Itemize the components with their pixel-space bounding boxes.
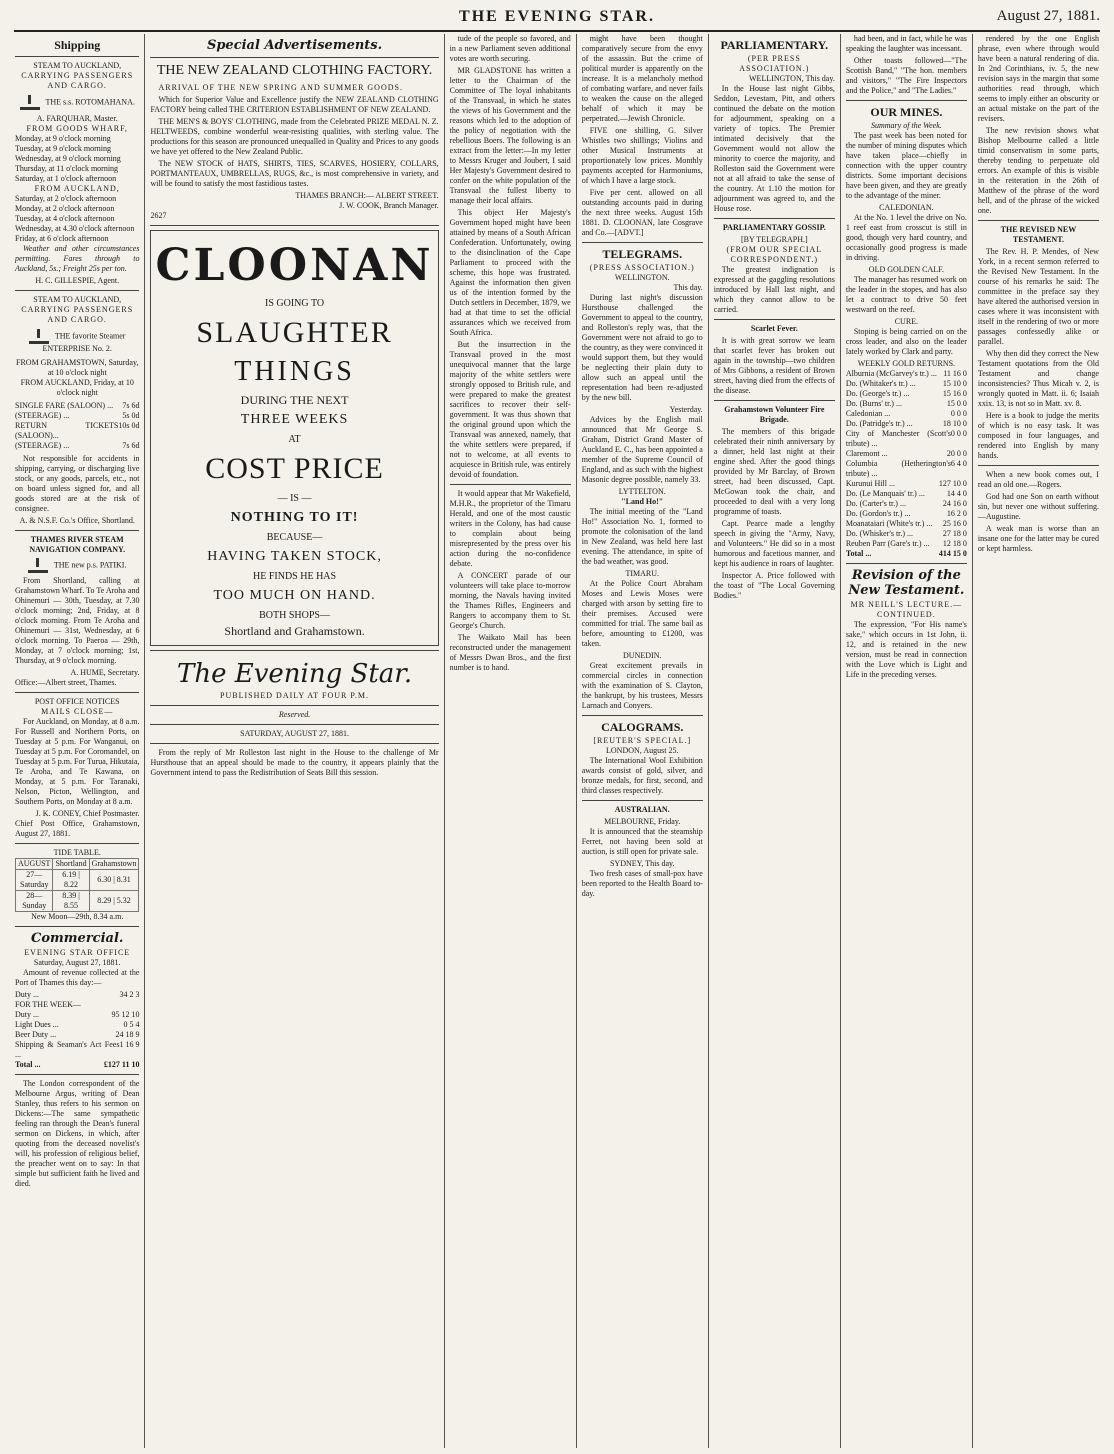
mine-name: OLD GOLDEN CALF. xyxy=(868,265,944,274)
columns xyxy=(10,34,1104,1448)
paper-title: THE EVENING STAR. xyxy=(459,8,655,25)
ad-line: IS GOING TO xyxy=(265,298,325,309)
list-item xyxy=(846,489,967,499)
mine-label: Do. (Burns' tr.) ... xyxy=(845,399,902,408)
divider xyxy=(15,692,139,693)
article-text: rendered by the one English phrase, even where through would have been a natural rendering of dia. In 2nd Corinthians, iv. 5, the new revision says in the margin that some authorities read through, which seems to imply either an obscurity or an actual mistake on the part of the revisers. xyxy=(977,34,1099,123)
divider xyxy=(582,715,703,716)
gold-value: 15 0 0 xyxy=(946,399,967,408)
table-header: AUGUST xyxy=(16,859,53,870)
quote-text: A weak man is worse than an insane one for the latter may be cured or kept harmless. xyxy=(977,524,1099,553)
dateline-place: DUNEDIN. xyxy=(623,651,662,660)
gold-value: 24 16 0 xyxy=(942,499,967,508)
gold-value: 6 4 0 xyxy=(950,459,967,468)
commercial-intro: Amount of revenue collected at the Port of Thames this day:— xyxy=(15,968,140,987)
article-text: Two fresh cases of small-pox have been reported to the Health Board to-day. xyxy=(581,869,703,898)
tide-table xyxy=(15,858,139,912)
quote-text: When a new book comes out, I read an old one.—Rogers. xyxy=(977,470,1099,489)
section-subheading: (PRESS ASSOCIATION.) xyxy=(589,263,695,272)
revenue-value: 24 18 9 xyxy=(115,1030,140,1039)
article-text: The greatest indignation is expressed at the gaggling resolutions introduced by Hall last night, and which they cannot allow to be carried. xyxy=(713,265,835,314)
list-item: Friday, at 6 o'clock afternoon xyxy=(15,234,109,243)
list-item xyxy=(846,519,967,529)
schedule-from: FROM AUCKLAND, xyxy=(34,184,120,193)
article-text: The new revision shows what Bishop Melbourne called a little timid conservatism in some parts, thereby tending to perpetuate old errors. An example of this is visible in the reiteration in the 26th of Matthew of the phrase of the word hell, and of the phrase of the wicked one. xyxy=(977,126,1099,215)
agent-name: A. & N.S.F. Co.'s Office, Shortland. xyxy=(19,516,135,525)
mine-name: CALEDONIAN. xyxy=(879,203,934,212)
ad-title: STEAM TO AUCKLAND, xyxy=(33,295,122,304)
postmaster-name: J. K. CONEY, Chief Postmaster. xyxy=(35,809,140,818)
ad-headline: COST PRICE xyxy=(205,452,384,485)
ad-line: NOTHING TO IT! xyxy=(230,510,359,525)
tide-table-title: TIDE TABLE. xyxy=(53,848,101,857)
column-2 xyxy=(145,34,444,1448)
fare-row xyxy=(15,421,139,441)
article-text: MR GLADSTONE has written a letter to the Chairman of the Committee of The loyal inhabitants of the Transvaal, in which he states the views of his Government and the reasons which led to the adoption of the policy of negotiation with the rebellious Boers. The following is an extract from the letter:—In my letter to Messrs Kruger and Joubert, I said Her Majesty's Government desired to confer on the white population of the Transvaal the fullest liberty to manage their local affairs. xyxy=(449,66,571,205)
divider xyxy=(978,220,1099,221)
article-text: At the No. 1 level the drive on No. 1 reef east from crosscut is still in good, though very hard country, and occasionally good progress is made in driving. xyxy=(845,213,967,262)
section-heading-mines: OUR MINES. xyxy=(870,105,943,119)
office-address: Office:—Albert street, Thames. xyxy=(15,678,117,687)
article-text: The members of this brigade celebrated their ninth anniversary by a dinner, held last night at their engine shed. After the good things provided by Mr Barclay, of Brown street, had been discussed, Capt. McGowan took the chair, and proceeded to deal with a very long programme of toasts. xyxy=(713,427,835,516)
revenue-row xyxy=(15,1040,139,1060)
revenue-list xyxy=(15,990,139,1070)
schedule-text: From Shortland, calling at Grahamstown Wharf. To Te Aroha and Ohinemuri — 30th, Tuesday, at 7.30 o'clock morning; 2nd, Friday, at 8 o'clock morning. From Te Aroha and Ohinemuri — 31st, Wednesday, at 6 o'clock morning. To Paeroa — 29th, Monday, at 7 o'clock morning; 1st, Thursday, at 9 o'clock morning. xyxy=(15,576,140,665)
gold-returns-list xyxy=(846,369,967,559)
gold-value: 414 15 0 xyxy=(938,549,967,558)
section-heading-special: Special Advertisements. xyxy=(206,38,383,53)
fare-label: (STEERAGE) ... xyxy=(15,411,70,420)
revenue-row xyxy=(15,1020,139,1030)
list-item: Tuesday, at 4 o'clock afternoon xyxy=(15,214,115,223)
article-headline: "Land Ho!" xyxy=(621,497,664,506)
mine-label: City of Manchester (Scott's tribute) ... xyxy=(845,429,951,448)
column-1 xyxy=(10,34,145,1448)
section-heading-telegrams: TELEGRAMS. xyxy=(602,247,683,261)
secretary-name: A. HUME, Secretary. xyxy=(70,668,140,677)
post-notice-subtitle: MAILS CLOSE— xyxy=(41,707,114,716)
gold-value: 15 10 0 xyxy=(942,379,967,388)
column-5 xyxy=(709,34,841,1448)
gold-value: 0 0 0 xyxy=(950,409,967,418)
mine-label: Caledonian ... xyxy=(845,409,891,418)
column-3 xyxy=(445,34,577,1448)
list-item xyxy=(846,379,967,389)
divider xyxy=(150,225,438,226)
schedule-from: FROM GRAHAMSTOWN, Saturday, at 10 o'clock night xyxy=(16,358,139,377)
article-text: The Waikato Mail has been reconstructed under the management of Messrs Dwan Bros., and the first number is to hand. xyxy=(449,633,571,672)
gold-returns-title: WEEKLY GOLD RETURNS. xyxy=(857,359,956,368)
fare-row xyxy=(15,441,139,451)
table-header: Grahamstown xyxy=(89,859,139,870)
divider xyxy=(714,319,835,320)
divider xyxy=(846,100,967,101)
revenue-row xyxy=(15,1030,139,1040)
fare-label: SINGLE FARE (SALOON) ... xyxy=(15,401,114,410)
agent-name: H. C. GILLESPIE, Agent. xyxy=(35,276,120,285)
ad-text: THE MEN'S & BOYS' CLOTHING, made from the Celebrated PRIZE MEDAL N. Z. HELTWEEDS, combine wonderful wear-resisting qualities, with sterling value. The productions for this season are pronounced unequalled in Quality and Prices to any goods we have yet offered to the New Zealand Public. xyxy=(150,117,439,156)
mine-label: Do. (Gordon's tr.) ... xyxy=(845,509,911,518)
branch-manager: J. W. COOK, Branch Manager. xyxy=(339,201,439,210)
branch-address: THAMES BRANCH:— ALBERT STREET. xyxy=(295,191,439,200)
column-6 xyxy=(841,34,973,1448)
list-item: Thursday, at 11 o'clock morning xyxy=(15,164,119,173)
dateline-place: LONDON, August 25. xyxy=(606,746,679,755)
article-text: Great excitement prevails in commercial circles in connection with the examination of S. Clayton, the bankrupt, by his trustees, Messrs Larnach and Conyers. xyxy=(581,661,703,710)
steamship-icon xyxy=(29,329,49,344)
list-item xyxy=(846,459,967,479)
list-item xyxy=(846,539,967,549)
reserved-notice: Reserved. xyxy=(278,710,311,719)
divider xyxy=(150,57,438,58)
fare-list xyxy=(15,401,139,451)
ad-subtitle: CARRYING PASSENGERS AND CARGO. xyxy=(21,71,134,90)
divider xyxy=(150,743,438,744)
article-text: The past week has been noted for the number of mining disputes which have taken place—chiefly in connection with the upper country districts. Some important decisions have been given, and they are greatly to the advantage of the miner. xyxy=(845,131,967,200)
mine-label: Do. (Carter's tr.) ... xyxy=(845,499,906,508)
section-heading-shipping: Shipping xyxy=(54,38,101,52)
paper-nameplate: The Evening Star. xyxy=(177,659,413,689)
revenue-value: 0 5 4 xyxy=(123,1020,140,1029)
list-item xyxy=(846,399,967,409)
table-cell: 28—Sunday xyxy=(16,891,53,912)
dateline-time: This day. xyxy=(673,283,703,292)
ad-headline: THINGS xyxy=(234,356,355,387)
ad-headline: SLAUGHTER xyxy=(196,316,393,349)
ship-label: THE new p.s. PATIKI. xyxy=(53,560,127,570)
ad-title: STEAM TO AUCKLAND, xyxy=(33,61,122,70)
article-text: Five per cent. allowed on all outstanding accounts paid in during the next three weeks. August 15th 1881. D. CLOONAN, late Cosgrave and Co.—[ADVT.] xyxy=(581,188,703,237)
article-text: had been, and in fact, while he was speaking the laughter was incessant. xyxy=(845,34,967,53)
commercial-date: Saturday, August 27, 1881. xyxy=(33,958,121,967)
divider xyxy=(582,800,703,801)
article-text: At the Police Court Abraham Moses and Lewis Moses were charged with arson by setting fire to their premises. Accused were committed for trial. The same bail as before, amounting to £1200, was taken. xyxy=(581,579,703,648)
steamship-icon xyxy=(20,95,40,110)
list-item: Monday, at 2 o'clock afternoon xyxy=(15,204,115,213)
article-text: It would appear that Mr Wakefield, M.H.R., the proprietor of the Timaru Herald, and one of the most caustic writers in the Colony, has had cause to complain about being misrepresented by the press over his action during the no-confidence debate. xyxy=(449,489,571,568)
ad-line: Shortland and Grahamstown. xyxy=(224,624,365,638)
divider xyxy=(846,563,967,564)
section-subheading: (PER PRESS ASSOCIATION.) xyxy=(739,54,810,73)
revenue-value: 34 2 3 xyxy=(119,990,140,999)
ship-label: THE favorite Steamer ENTERPRISE No. 2. xyxy=(42,331,126,353)
article-text: During last night's discussion Hursthouse challenged the Government to appeal to the country, and Rolleston's reply was, that the Government were not afraid to go to the country, as they were convinced it would support them, but they would be neglecting their plain duty to allow such an appeal until the representation had been re-adjusted by the new bill. xyxy=(581,293,703,402)
gold-value: 27 18 0 xyxy=(942,529,967,538)
section-heading-commercial: Commercial. xyxy=(31,931,124,946)
ad-number: 2627 xyxy=(150,211,167,220)
schedule-list-1 xyxy=(15,134,139,184)
section-heading-revised-testament: THE REVISED NEW TESTAMENT. xyxy=(1000,225,1077,244)
revenue-label: Light Dues ... xyxy=(15,1020,59,1029)
mine-label: Reuben Parr (Gare's tr.) ... xyxy=(845,539,930,548)
column-7 xyxy=(973,34,1104,1448)
gold-value: 15 16 0 xyxy=(942,389,967,398)
article-text: Capt. Pearce made a lengthy speech in giving the "Army, Navy, and Volunteers." He did so in a most humorous and facetious manner, and kept his audience in roars of laughter. xyxy=(713,519,835,568)
mine-label: Claremont ... xyxy=(845,449,888,458)
fare-value: 5s 0d xyxy=(122,411,140,420)
article-text: Here is a book to judge the merits of which is no easy task. It was composed in four languages, and rendered into English by many hands. xyxy=(977,411,1099,460)
article-text: might have been thought comparatively secure from the envy of the assassin. But the crime of political murder is apparently on the increase. It is a melancholy method of combating warfare, and never fails to weaken the cause on the alleged behalf of which it may be perpetrated.—Jewish Chronicle. xyxy=(581,34,703,123)
ad-text: The NEW STOCK of HATS, SHIRTS, TIES, SCARVES, HOSIERY, COLLARS, PORTMANTEAUX, UMBRELLAS, RUGS, &c., is most comprehensive in variety, and will be found to satisfy the most fastidious tastes. xyxy=(150,159,439,188)
table-header-row xyxy=(16,859,139,870)
mine-label: Kurunui Hill ... xyxy=(845,479,895,488)
revenue-row xyxy=(15,990,139,1000)
publication-info: PUBLISHED DAILY AT FOUR P.M. xyxy=(220,691,370,700)
ad-line: AT xyxy=(288,434,301,445)
table-row xyxy=(16,870,139,891)
section-heading-fire-brigade: Grahamstown Volunteer Fire Brigade. xyxy=(724,405,825,424)
section-heading-australian: AUSTRALIAN. xyxy=(614,805,670,814)
list-item: Saturday, at 2 o'clock afternoon xyxy=(15,194,117,203)
dateline-place: SYDNEY, This day. xyxy=(609,859,675,868)
mine-label: Do. (Le Manquais' tr.) ... xyxy=(845,489,925,498)
schedule-list-2 xyxy=(15,194,139,244)
ad-line: TOO MUCH ON HAND. xyxy=(213,588,376,603)
ship-master: A. FARQUHAR, Master. xyxy=(36,114,118,123)
section-heading-parliamentary: PARLIAMENTARY. xyxy=(720,38,829,52)
revenue-value: 95 12 10 xyxy=(111,1010,140,1019)
article-text: It is announced that the steamship Ferret, not having been sold at auction, is still open for private sale. xyxy=(581,827,703,856)
section-subheading: MR NEILL'S LECTURE.—CONTINUED. xyxy=(850,600,963,619)
dateline-place: TIMARU. xyxy=(625,569,660,578)
section-heading-calograms: CALOGRAMS. xyxy=(601,720,684,734)
notice-text: Not responsible for accidents in shipping, carrying, or discharging live stock, or any goods, parcels, etc., not on board unless signed for, and all goods stored are at the risk of consignee. xyxy=(15,454,140,513)
divider xyxy=(15,926,139,927)
divider xyxy=(150,650,438,651)
ship-label: THE s.s. ROTOMAHANA. xyxy=(45,97,135,107)
ad-line: BECAUSE— xyxy=(266,532,323,543)
article-text: Advices by the English mail announced that Mr George S. Graham, District Grand Master of Auckland E. C., has been appointed a member of the Supreme Council of England, and as such with the highest Masonic degree possible, namely 33. xyxy=(581,415,703,484)
article-text: The International Wool Exhibition awards consist of gold, silver, and bronze medals, for first, second, and third classes respectively. xyxy=(581,756,703,795)
section-subheading: [REUTER'S SPECIAL.] xyxy=(593,736,692,745)
gold-value: 11 16 0 xyxy=(943,369,967,378)
section-heading-gossip: PARLIAMENTARY GOSSIP. xyxy=(722,223,826,232)
list-item xyxy=(846,369,967,379)
fare-value: 7s 6d xyxy=(122,441,140,450)
section-heading-scarlet-fever: Scarlet Fever. xyxy=(750,324,798,333)
post-notice-title: POST OFFICE NOTICES xyxy=(34,697,120,706)
fare-row xyxy=(15,411,139,421)
revenue-label: Shipping & Seaman's Act Fees ... xyxy=(15,1040,120,1059)
article-text: In the House last night Gibbs, Seddon, Levestam, Pitt, and others continued the debate on the motion for adjournment, speaking on a variety of topics. The Premier intimated decisively that the Government would not allow the minority to coerce the majority, and Rolleston said the Government were not at all afraid to take the sense of the country. At 1.10 the motion for adjournment was agreed to, and the House rose. xyxy=(713,84,835,213)
revenue-value: 1 16 9 xyxy=(119,1040,140,1049)
edition-date: SATURDAY, AUGUST 27, 1881. xyxy=(240,729,349,738)
revenue-label: Total ... xyxy=(15,1060,41,1069)
article-text: A CONCERT parade of our volunteers will take place to-morrow morning, the Navals having invited the Thames Rifles, Engineers and Rangers to accompany them to St. George's Church. xyxy=(449,571,571,630)
list-item: Wednesday, at 4.30 o'clock afternoon xyxy=(15,224,135,233)
article-text: But the insurrection in the Transvaal proved in the most unequivocal manner that the large majority of the white settlers were strongly opposed to British rule, and were prepared to make the greatest sacrifices to recover their self-government. It was thus shown that the original ground upon which the Transvaal was annexed, namely, that the white settlers were prepared, if not to welcome, at all events to acquiesce in British rule, was entirely devoid of foundation. xyxy=(449,340,571,479)
commercial-office: EVENING STAR OFFICE xyxy=(24,948,131,957)
article-text: The London correspondent of the Melbourne Argus, writing of Dean Stanley, thus refers to his sermon on Dickens:—The same sympathetic feeling ran through the Dean's funeral sermon on Dickens, in which, after quoting from the deceased novelist's will, his profession of religious belief, the preacher went on to say: In that simple but sufficient faith he lived and died. xyxy=(15,1079,140,1188)
divider xyxy=(582,242,703,243)
mine-label: Do. (Whitaker's tr.) ... xyxy=(845,379,916,388)
article-text: The manager has resumed work on the leader in the stopes, and has also let a contract to drive 50 feet westward on the reef. xyxy=(845,275,967,314)
section-subheading: (FROM OUR SPECIAL CORRESPONDENT.) xyxy=(726,245,823,264)
mine-label: Total ... xyxy=(845,549,872,558)
gold-value: 16 2 0 xyxy=(946,509,967,518)
divider xyxy=(15,1074,139,1075)
gold-value: 127 10 0 xyxy=(938,479,967,488)
list-item xyxy=(846,449,967,459)
ad-line: BOTH SHOPS— xyxy=(259,610,330,621)
mine-label: Alburnia (McGarvey's tr.) ... xyxy=(845,369,937,378)
article-text: This object Her Majesty's Government hoped might have been attained by means of a South African Confederation. Unfortunately, owing to the disinclination of the Cape Parliament to proceed with the scheme, this hope was frustrated. Against the information then given us of the intention formed by the Dutch settlers in December, 1879, we had at that time to set the official assurances which we received from South Africa. xyxy=(449,208,571,337)
ad-line: HE FINDS HE HAS xyxy=(253,571,337,582)
list-item xyxy=(846,419,967,429)
fare-label: (STEERAGE) ... xyxy=(15,441,70,450)
editorial-text: From the reply of Mr Rolleston last night in the House to the challenge of Mr Hursthouse that an appeal should be made to the country, it appears plainly that the Government intend to pass the Redistribution of Seats Bill this session. xyxy=(150,748,439,777)
quote-text: God had one Son on earth without sin, but never one without suffering.—Augustine. xyxy=(977,492,1099,521)
mine-name: CURE. xyxy=(894,317,919,326)
masthead xyxy=(14,6,1100,32)
paper-date: August 27, 1881. xyxy=(996,8,1100,24)
ad-line: HAVING TAKEN STOCK, xyxy=(207,549,382,564)
fare-value: 7s 6d xyxy=(122,401,140,410)
section-heading-revision: Revision of the New Testament. xyxy=(848,568,965,598)
mine-label: Do. (George's tr.) ... xyxy=(845,389,910,398)
fare-label: RETURN TICKETS (SALOON)... xyxy=(15,421,119,440)
schedule-from: FROM AUCKLAND, Friday, at 10 o'clock night xyxy=(20,378,134,397)
fare-value: 10s 0d xyxy=(118,421,140,430)
post-notice-text: For Auckland, on Monday, at 8 a.m. For Russell and Northern Ports, on Tuesday at 5 p.m. For Wanganui, on Tuesday at 5 p.m. For Coromandel, on Tuesday at 5 p.m. For Turua, Hikutaia, Te Aroha, and Te Kawana, on Monday, at 5 p.m. For Taranaki, Nelson, Picton, Wellington, and Southern Ports, on Monday at 8 a.m. xyxy=(15,717,140,806)
cloonan-advert xyxy=(150,230,438,646)
table-cell: 8.39 | 8.55 xyxy=(53,891,89,912)
mine-label: Columbia (Hetherington's tribute) ... xyxy=(845,459,951,478)
revenue-row xyxy=(15,1010,139,1020)
schedule-from: FROM GOODS WHARF, xyxy=(26,124,128,133)
ad-text: Which for Superior Value and Excellence justify the NEW ZEALAND CLOTHING FACTORY being called THE CRITERION ESTABLISHMENT OF NEW ZEALAND. xyxy=(150,95,439,114)
table-cell: 27—Saturday xyxy=(16,870,53,891)
article-text: Other toasts followed—"The Scottish Band," "The hon. members and visitors," "The Fire Inspectors and the Police," and "The Ladies." xyxy=(845,56,967,95)
article-text: The expression, "For His name's sake," which occurs in 1st John, ii. 12, and is retained in the new version, must be read in connection with the Love which is Light and Life in the preceding verses. xyxy=(845,620,967,679)
dateline-place: WELLINGTON. xyxy=(614,273,670,282)
dateline-place: LYTTELTON. xyxy=(618,487,666,496)
revenue-value: £127 11 10 xyxy=(103,1060,140,1069)
divider xyxy=(15,56,139,57)
dateline-place: MELBOURNE, Friday. xyxy=(604,817,681,826)
gold-value: 12 18 0 xyxy=(942,539,967,548)
ad-title: THAMES RIVER STEAM NAVIGATION COMPANY. xyxy=(29,535,126,554)
dateline-place: WELLINGTON, This day. xyxy=(749,74,835,83)
divider xyxy=(714,400,835,401)
list-item: Monday, at 9 o'clock morning xyxy=(15,134,111,143)
list-item: Tuesday, at 9 o'clock morning xyxy=(15,144,111,153)
gold-value: 20 0 0 xyxy=(946,449,967,458)
ship-name xyxy=(15,329,139,354)
list-item xyxy=(846,509,967,519)
ship-name xyxy=(15,558,139,573)
list-item xyxy=(846,529,967,539)
post-notice-date: Chief Post Office, Grahamstown, August 27, 1881. xyxy=(15,819,140,838)
list-item: Wednesday, at 9 o'clock morning xyxy=(15,154,121,163)
dateline-time: Yesterday. xyxy=(669,405,703,414)
list-item: Saturday, at 1 o'clock afternoon xyxy=(15,174,117,183)
mine-label: Do. (Patridge's tr.) ... xyxy=(845,419,913,428)
gold-value: 14 4 0 xyxy=(946,489,967,498)
divider xyxy=(150,724,438,725)
revenue-label: Beer Duty ... xyxy=(15,1030,57,1039)
article-text: It is with great sorrow we learn that scarlet fever has broken out again in the township—two children of Mrs Gibbons, a resident of Brown street, having died from the effects of the disease. xyxy=(713,336,835,395)
fare-row xyxy=(15,401,139,411)
list-item xyxy=(846,389,967,399)
ad-line: DURING THE NEXT xyxy=(240,393,349,407)
divider xyxy=(978,465,1099,466)
table-header: Shortland xyxy=(53,859,89,870)
ship-name xyxy=(15,95,139,110)
table-cell: 6.19 | 8.22 xyxy=(53,870,89,891)
list-item xyxy=(846,499,967,509)
article-text: tude of the people so favored, and in a new Parliament seven additional votes are worth securing. xyxy=(449,34,571,63)
list-item xyxy=(846,429,967,449)
list-item xyxy=(846,479,967,489)
moon-phase: New Moon—29th, 8.34 a.m. xyxy=(31,912,124,921)
gold-value: 25 16 0 xyxy=(942,519,967,528)
revenue-total xyxy=(15,1060,139,1070)
section-subheading: Summary of the Week. xyxy=(870,121,942,130)
article-text: FIVE one shilling, G. Silver Whistles two shillings; Violins and other Musical Instruments at proportionately low prices. Monthly payments accepted for Harmoniums, of which I have a large stock. xyxy=(581,126,703,185)
revenue-row xyxy=(15,1000,139,1010)
ad-title: THE NEW ZEALAND CLOTHING FACTORY. xyxy=(156,63,433,78)
divider xyxy=(15,843,139,844)
revenue-label: Duty ... xyxy=(15,1010,39,1019)
steamship-icon xyxy=(28,558,48,573)
ad-text: ARRIVAL OF THE NEW SPRING AND SUMMER GOODS. xyxy=(158,83,403,92)
advertiser-name: CLOONAN xyxy=(155,240,434,291)
column-4 xyxy=(577,34,709,1448)
ad-line: — IS — xyxy=(277,493,312,504)
article-text: Inspector A. Price followed with the toast of "The Local Governing Bodies." xyxy=(713,571,835,600)
ad-subtitle: CARRYING PASSENGERS AND CARGO. xyxy=(21,305,134,324)
section-subheading: [BY TELEGRAPH.] xyxy=(740,235,808,244)
article-text: Stoping is being carried on on the cross leader, and also on the leader lately worked by Clark and party. xyxy=(845,327,967,356)
divider xyxy=(450,484,571,485)
mine-label: Moanataiari (White's tr.) ... xyxy=(845,519,933,528)
list-item xyxy=(846,409,967,419)
gold-value: 0 0 0 xyxy=(950,429,967,438)
divider xyxy=(714,218,835,219)
revenue-label: Duty ... xyxy=(15,990,39,999)
article-text: The Rev. H. P. Mendes, of New York, in a recent sermon referred to the Revised New Testament. In the course of his remarks he said: The committee in the preface say they have altered the authorised version in cases where it was inconsistent with itself in the rendering of two or more passages confessedly alike or parallel. xyxy=(977,247,1099,346)
divider xyxy=(150,705,438,706)
mine-label: Do. (Whisker's tr.) ... xyxy=(845,529,914,538)
table-cell: 8.29 | 5.32 xyxy=(89,891,139,912)
table-row xyxy=(16,891,139,912)
divider xyxy=(15,530,139,531)
table-cell: 6.30 | 8.31 xyxy=(89,870,139,891)
article-text: The initial meeting of the "Land Ho!" Association No. 1, formed to promote the colonisation of the land in New Zealand, was held here last evening. The attendance, in spite of the bad weather, was good. xyxy=(581,507,703,566)
gold-value: 18 10 0 xyxy=(942,419,967,428)
notice-text: Weather and other circumstances permitting. Fares through to Auckland, 5s.; Freight 25s per ton. xyxy=(15,244,140,273)
gold-total xyxy=(846,549,967,559)
ad-line: THREE WEEKS xyxy=(240,412,349,427)
revenue-label: FOR THE WEEK— xyxy=(15,1000,81,1009)
article-text: Why then did they correct the New Testament quotations from the Old Testament and change inconsistencies? Thus Micah v. 2, is wrongly quoted in Matt. ii. 6; Isaiah xxix. 13, is not so in Matt. xv. 8. xyxy=(977,349,1099,408)
divider xyxy=(15,290,139,291)
